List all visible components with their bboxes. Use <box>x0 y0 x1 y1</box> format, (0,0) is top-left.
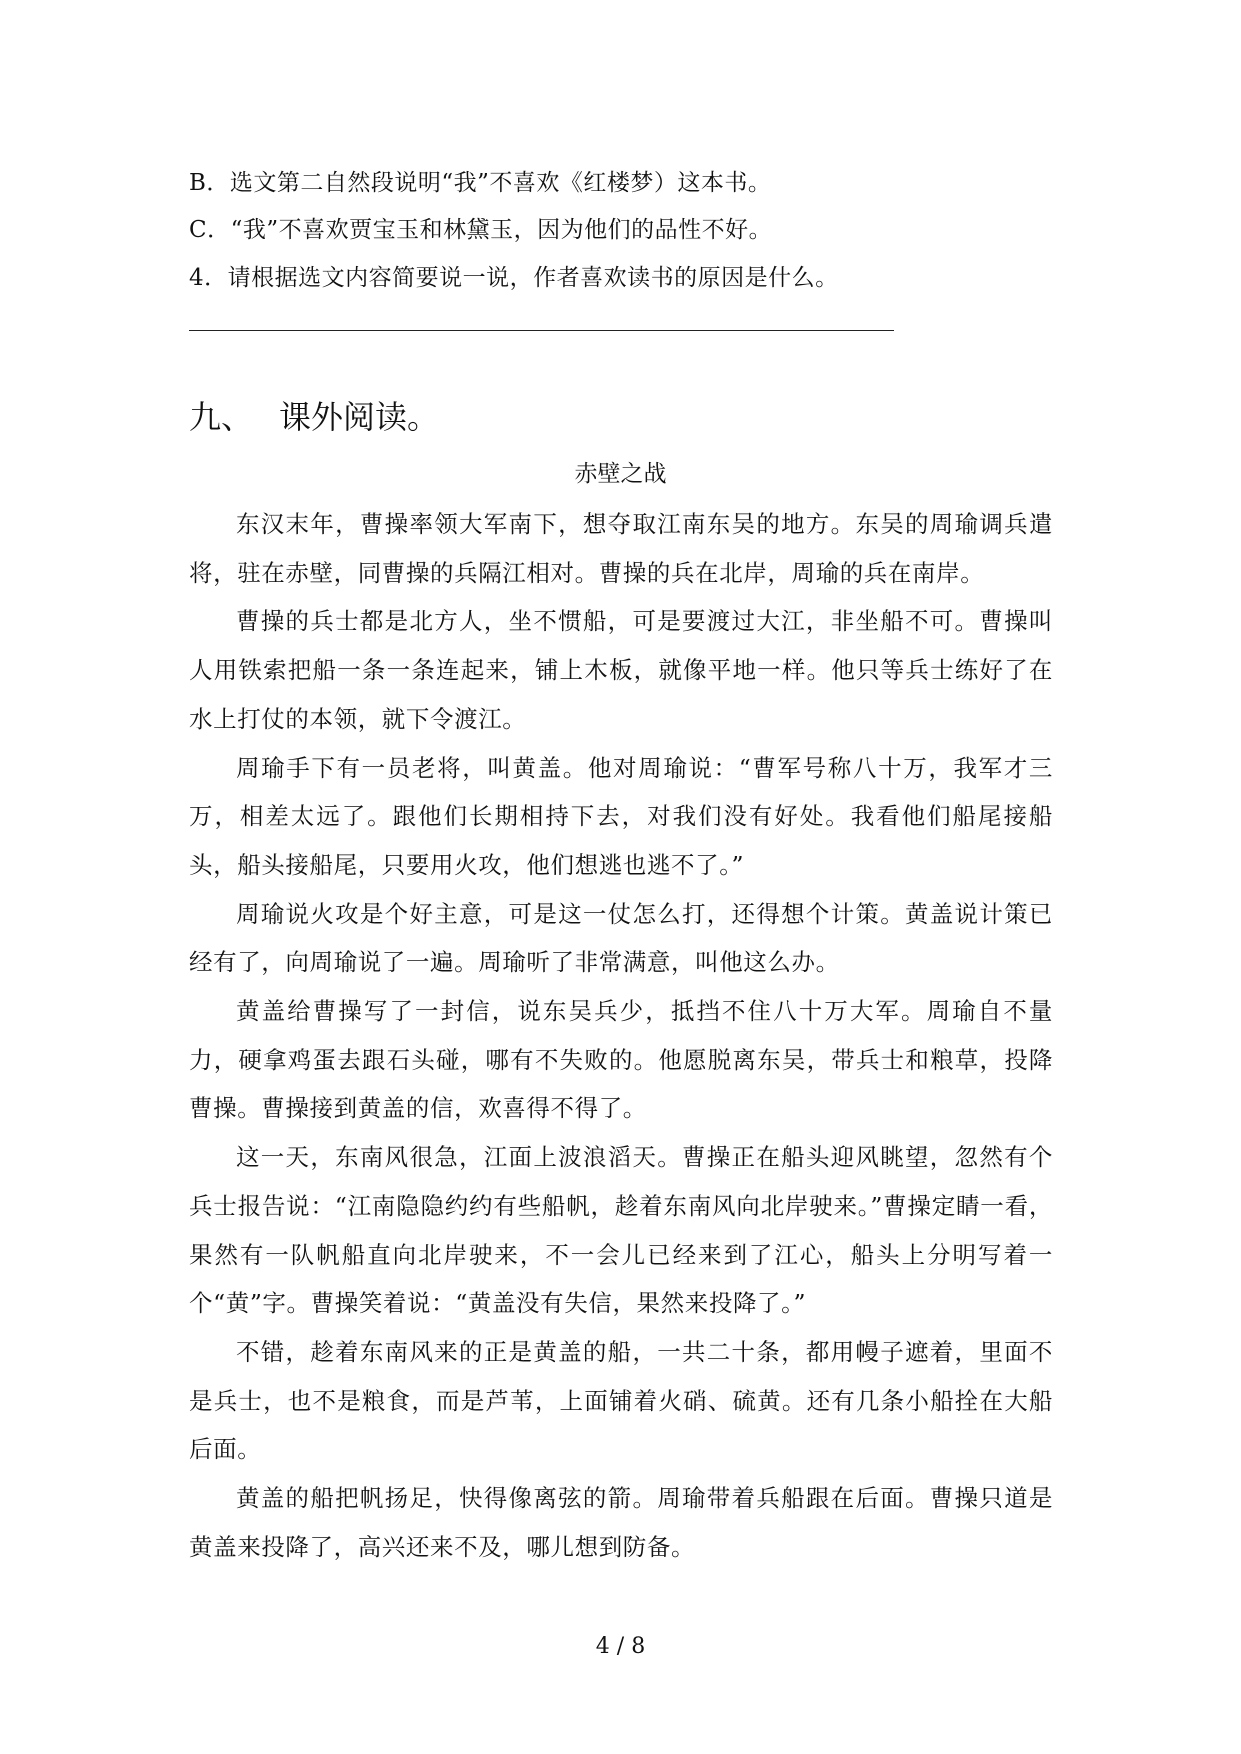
article-body <box>189 500 1053 1571</box>
article-paragraph: 黄盖给曹操写了一封信，说东吴兵少，抵挡不住八十万大军。周瑜自不量力，硬拿鸡蛋去跟石头碰，哪有不失败的。他愿脱离东吴，带兵士和粮草，投降曹操。曹操接到黄盖的信，欢喜得不得了。 <box>189 997 1053 1123</box>
article-paragraph: 周瑜说火攻是个好主意，可是这一仗怎么打，还得想个计策。黄盖说计策已经有了，向周瑜说了一遍。周瑜听了非常满意，叫他这么办。 <box>189 899 1053 977</box>
question-4: 4．请根据选文内容简要说一说，作者喜欢读书的原因是什么。 <box>189 265 839 291</box>
option-b: B．选文第二自然段说明“我”不喜欢《红楼梦）这本书。 <box>189 170 772 196</box>
article-paragraph: 周瑜手下有一员老将，叫黄盖。他对周瑜说：“曹军号称八十万，我军才三万，相差太远了。跟他们长期相持下去，对我们没有好处。我看他们船尾接船头，船头接船尾，只要用火攻，他们想逃也逃不了。” <box>189 753 1053 879</box>
page-number: 4 / 8 <box>595 1634 646 1659</box>
section-number: 九、 <box>189 398 254 436</box>
article-paragraph: 黄盖的船把帆扬足，快得像离弦的箭。周瑜带着兵船跟在后面。曹操只道是黄盖来投降了，高兴还来不及，哪儿想到防备。 <box>189 1484 1053 1561</box>
article-paragraph: 这一天，东南风很急，江面上波浪滔天。曹操正在船头迎风眺望，忽然有个兵士报告说：“江南隐隐约约有些船帆，趁着东南风向北岸驶来。”曹操定睛一看，果然有一队帆船直向北岸驶来，不一会儿已经来到了江心，船头上分明写着一个“黄”字。曹操笑着说：“黄盖没有失信，果然来投降了。” <box>189 1143 1053 1318</box>
section-heading <box>189 392 439 438</box>
article-paragraph: 曹操的兵士都是北方人，坐不惯船，可是要渡过大江，非坐船不可。曹操叫人用铁索把船一条一条连起来，铺上木板，就像平地一样。他只等兵士练好了在水上打仗的本领，就下令渡江。 <box>189 607 1053 733</box>
article-paragraph: 不错，趁着东南风来的正是黄盖的船，一共二十条，都用幔子遮着，里面不是兵士，也不是粮食，而是芦苇，上面铺着火硝、硫黄。还有几条小船拴在大船后面。 <box>189 1337 1053 1464</box>
section-title: 课外阅读。 <box>279 398 440 436</box>
answer-blank-line <box>189 330 894 331</box>
article-title: 赤壁之战 <box>574 461 667 487</box>
article-paragraph: 东汉末年，曹操率领大军南下，想夺取江南东吴的地方。东吴的周瑜调兵遣将，驻在赤壁，同曹操的兵隔江相对。曹操的兵在北岸，周瑜的兵在南岸。 <box>189 510 1053 587</box>
option-c: C．“我”不喜欢贾宝玉和林黛玉，因为他们的品性不好。 <box>189 217 773 243</box>
